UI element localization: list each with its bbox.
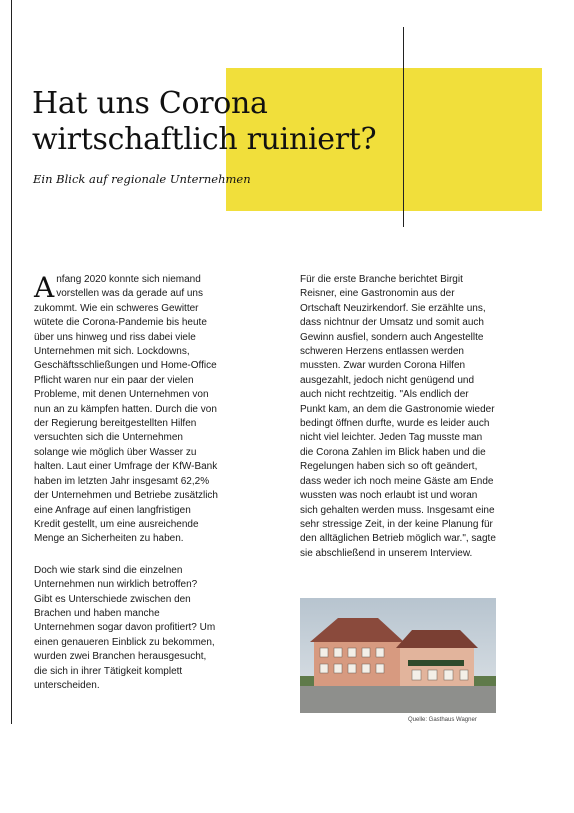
interview-paragraph: Für die erste Branche berichtet Birgit Reisner, eine Gastronomin aus der Ortschaft Neuzirkendorf. Sie erzählte uns, dass nichtnur der Umsatz und somit auch Gewinn ausfiel, sondern auch Angestellte schweren Herzens entlassen werden mussten. Zwar wurden Corona Hilfen ausgezahlt, jedoch nicht genügend und auch nicht rechtzeitig. "Als endlich der Punkt kam, an dem die Gastronomie wieder bedingt öffnen durfte, wurde es leider auch nicht viel leichter. Jeden Tag musste man die Corona Zahlen im Blick haben und die Regelungen haben sich so oft geändert, dass weder ich noch meine Gäste am Ende wussten was noch erlaubt ist und woran sich gehalten werden muss. Insgesamt eine sehr stressige Zeit, in der keine Planung für den alltäglichen Betrieb möglich war.", sagte sie abschließend in unserem Interview. — [300, 274, 496, 559]
question-paragraph: Doch wie stark sind die einzelnen Unternehmen nun wirklich betroffen? Gibt es Unterschiede zwischen den Brachen und haben manche Unternehmen sogar davon profitiert? Um einen genaueren Einblick zu bekommen, wurden zwei Branchen herausgesucht, die sich in ihrer Tätigkeit komplett unterscheiden. — [34, 564, 216, 691]
guesthouse-photo — [300, 598, 496, 713]
left-column — [34, 273, 218, 693]
article-title: Hat uns Corona wirtschaftlich ruiniert? — [32, 86, 377, 157]
article-subtitle: Ein Blick auf regionale Unternehmen — [33, 172, 251, 186]
left-rule — [11, 0, 12, 724]
intro-paragraph — [34, 273, 218, 547]
right-column — [300, 273, 496, 561]
photo-caption: Quelle: Gasthaus Wagner — [408, 717, 477, 723]
drop-cap: A — [34, 271, 55, 304]
intro-text: nfang 2020 konnte sich niemand vorstellen was da gerade auf uns zukommt. Wie ein schweres Gewitter wütete die Corona-Pandemie bis heute über uns hinweg und riss dabei viele Unternehmen mit sich. Lockdowns, Geschäftsschließungen und Home-Office Pflicht waren nur ein paar der vielen Probleme, mit denen Unternehmen von nun an zu kämpfen hatten. Durch die von der Regierung bereitgestellten Hilfen versuchten sich die Unternehmen solange wie möglich über Wasser zu halten. Laut einer Umfrage der KfW-Bank haben im letzten Jahr insgesamt 62,2% der Unternehmen und Betriebe zusätzlich eine Anfrage auf einen langfristigen Kredit gestellt, um eine ausreichende Menge an Sicherheiten zu haben. — [34, 274, 218, 545]
guesthouse-illustration — [300, 598, 496, 713]
